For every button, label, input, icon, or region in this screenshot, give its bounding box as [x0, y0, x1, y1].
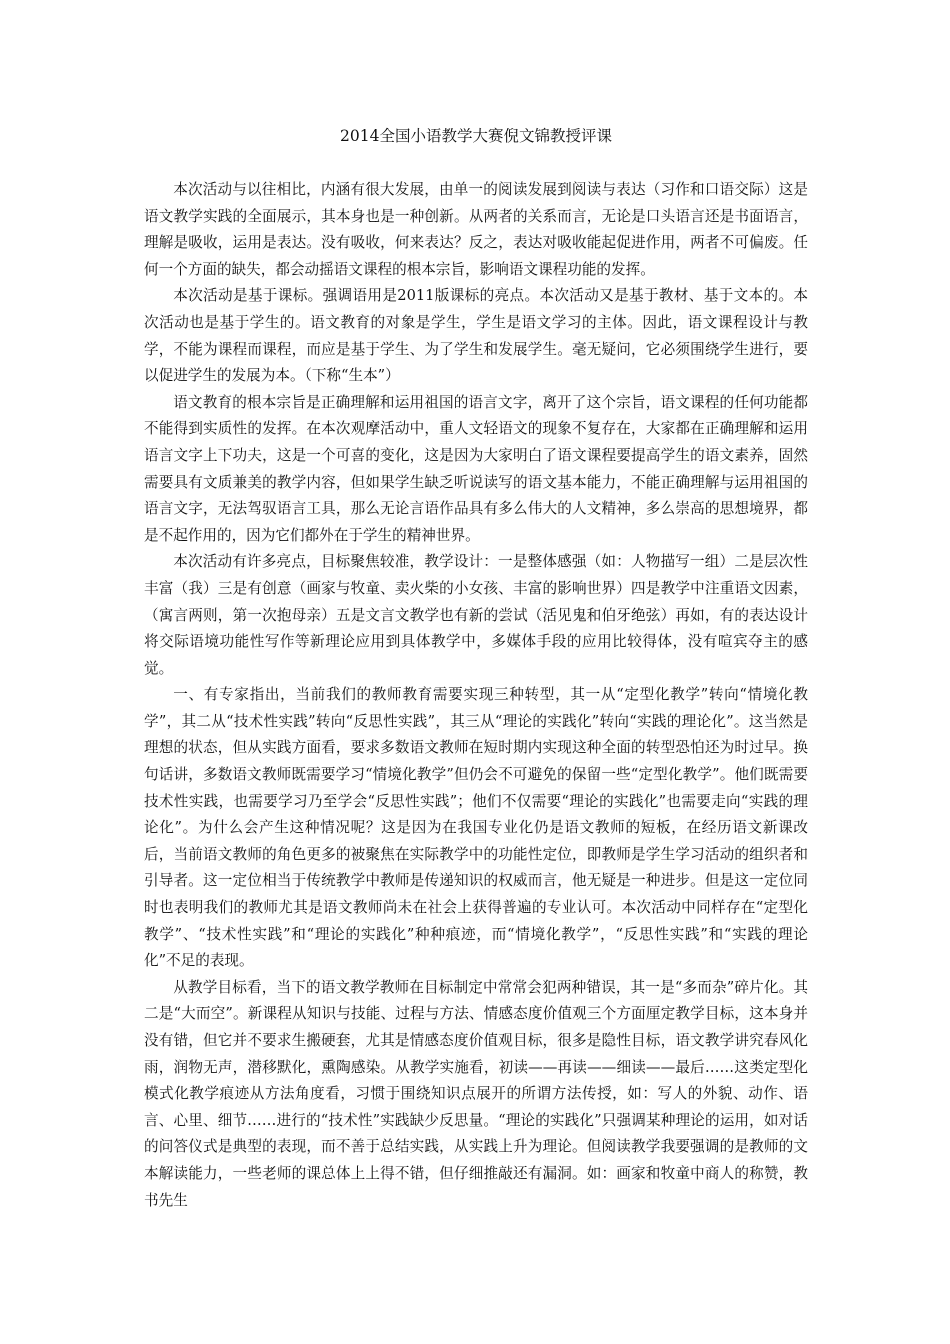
paragraph: 本次活动是基于课标。强调语用是2011版课标的亮点。本次活动又是基于教材、基于文本的。本次活动也是基于学生的。语文教育的对象是学生，学生是语文学习的主体。因此，语文课程设计与教学，不能为课程而课程，而应是基于学生、为了学生和发展学生。毫无疑问，它必须围绕学生进行，要以促进学生的发展为本。（下称“生本”） [144, 287, 808, 385]
paragraph: 本次活动与以往相比，内涵有很大发展，由单一的阅读发展到阅读与表达（习作和口语交际）这是语文教学实践的全面展示，其本身也是一种创新。从两者的关系而言，无论是口头语言还是书面语言，理解是吸收，运用是表达。没有吸收，何来表达？反之，表达对吸收能起促进作用，两者不可偏废。任何一个方面的缺失，都会动摇语文课程的根本宗旨，影响语文课程功能的发挥。 [144, 181, 808, 278]
paragraph: 本次活动有许多亮点，目标聚焦较准，教学设计：一是整体感强（如：人物描写一组）二是层次性丰富（我）三是有创意（画家与牧童、卖火柴的小女孩、丰富的影响世界）四是教学中注重语文因素，（寓言两则，第一次抱母亲）五是文言文教学也有新的尝试（活见鬼和伯牙绝弦）再如，有的表达设计将交际语境功能性写作等新理论应用到具体教学中，多媒体手段的应用比较得体，没有喧宾夺主的感觉。 [144, 553, 808, 677]
document-title: 2014全国小语教学大赛倪文锦教授评课 [340, 127, 612, 145]
paragraph: 一、有专家指出，当前我们的教师教育需要实现三种转型，其一从“定型化教学”转向“情境化教学”，其二从“技术性实践”转向“反思性实践”，其三从“理论的实践化”转向“实践的理论化”。这当然是理想的状态，但从实践方面看，要求多数语文教师在短时期内实现这种全面的转型恐怕还为时过早。换句话讲，多数语文教师既需要学习“情境化教学”但仍会不可避免的保留一些“定型化教学”。他们既需要技术性实践，也需要学习乃至学会“反思性实践”；他们不仅需要“理论的实践化”也需要走向“实践的理论化”。为什么会产生这种情况呢？这是因为在我国专业化仍是语文教师的短板，在经历语文新课改后，当前语文教师的角色更多的被聚焦在实际教学中的功能性定位，即教师是学生学习活动的组织者和引导者。这一定位相当于传统教学中教师是传递知识的权威而言，他无疑是一种进步。但是这一定位同时也表明我们的教师尤其是语文教师尚未在社会上获得普遍的专业认可。本次活动中同样存在“定型化教学”、“技术性实践”和“理论的实践化”种种痕迹，而“情境化教学”，“反思性实践”和“实践的理论化”不足的表现。 [144, 686, 808, 970]
paragraph: 从教学目标看，当下的语文教学教师在目标制定中常常会犯两种错误，其一是“多而杂”碎片化。其二是“大而空”。新课程从知识与技能、过程与方法、情感态度价值观三个方面厘定教学目标，这本身并没有错，但它并不要求生搬硬套，尤其是情感态度价值观目标，很多是隐性目标，语文教学讲究春风化雨，润物无声，潜移默化，熏陶感染。从教学实施看，初读——再读——细读——最后……这类定型化模式化教学痕迹从方法角度看，习惯于围绕知识点展开的所谓方法传授，如：写人的外貌、动作、语言、心里、细节……进行的“技术性”实践缺少反思量。“理论的实践化”只强调某种理论的运用，如对话的问答仪式是典型的表现，而不善于总结实践，从实践上升为理论。但阅读教学我要强调的是教师的文本解读能力，一些老师的课总体上上得不错，但仔细推敲还有漏洞。如：画家和牧童中商人的称赞，教书先生 [144, 978, 808, 1209]
document-body [144, 124, 808, 1214]
paragraph: 语文教育的根本宗旨是正确理解和运用祖国的语言文字，离开了这个宗旨，语文课程的任何功能都不能得到实质性的发挥。在本次观摩活动中，重人文轻语文的现象不复存在，大家都在正确理解和运用语言文字上下功夫，这是一个可喜的变化，这是因为大家明白了语文课程要提高学生的语文素养，固然需要具有文质兼美的教学内容，但如果学生缺乏听说读写的语文基本能力，不能正确理解与运用祖国的语言文字，无法驾驭语言工具，那么无论言语作品具有多么伟大的人文精神，多么崇高的思想境界，都是不起作用的，因为它们都外在于学生的精神世界。 [144, 393, 808, 544]
